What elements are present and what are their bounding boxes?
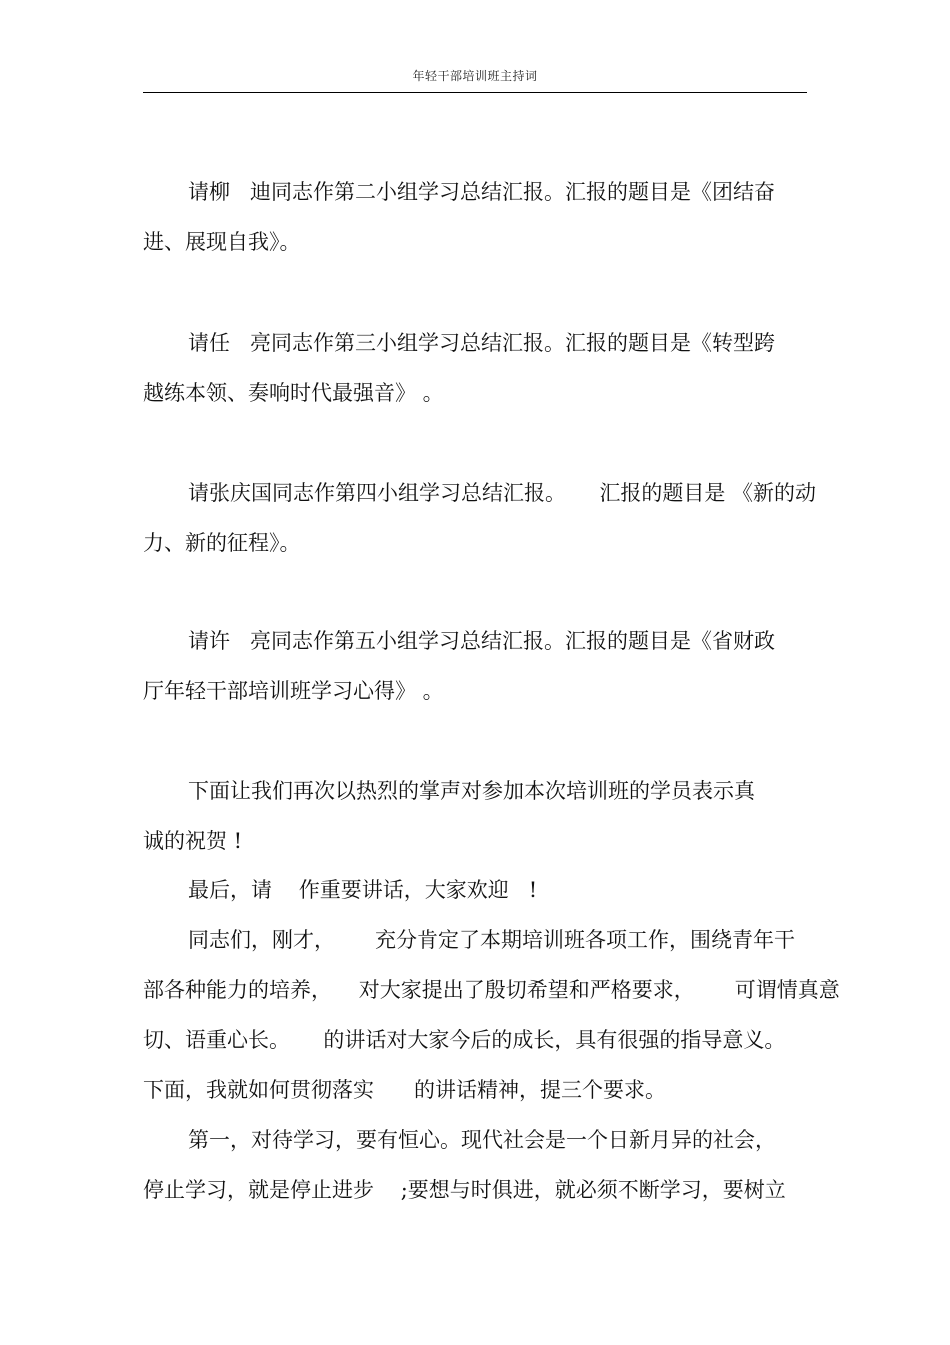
paragraph-line: 请柳 迪同志作第二小组学习总结汇报。汇报的题目是《团结奋 [188, 180, 776, 204]
paragraph-line: 力、新的征程》。 [143, 531, 301, 555]
page-header-title: 年轻干部培训班主持词 [412, 69, 538, 83]
paragraph-line: 同志们，刚才， 充分肯定了本期培训班各项工作，围绕青年干 [188, 928, 796, 952]
paragraph-line: 部各种能力的培养， 对大家提出了殷切希望和严格要求， 可谓情真意 [143, 978, 840, 1002]
paragraph-line: 厅年轻干部培训班学习心得》 。 [143, 679, 444, 703]
header-divider [143, 92, 807, 93]
paragraph-line: 最后，请 作重要讲话，大家欢迎 ! [188, 878, 538, 902]
paragraph-line: 切、语重心长。 的讲话对大家今后的成长，具有很强的指导意义。 [143, 1028, 786, 1052]
paragraph-line: 请许 亮同志作第五小组学习总结汇报。汇报的题目是《省财政 [188, 629, 776, 653]
paragraph-line: 请任 亮同志作第三小组学习总结汇报。汇报的题目是《转型跨 [188, 331, 776, 355]
paragraph-line: 下面让我们再次以热烈的掌声对参加本次培训班的学员表示真 [188, 779, 755, 803]
paragraph-line: 进、展现自我》。 [143, 230, 301, 254]
paragraph-line: 第一，对待学习，要有恒心。现代社会是一个日新月异的社会， [188, 1128, 776, 1152]
paragraph-line: 诚的祝贺 ! [143, 829, 243, 853]
paragraph-line: 请张庆国同志作第四小组学习总结汇报。 汇报的题目是 《新的动 [188, 481, 817, 505]
paragraph-line: 越练本领、奏响时代最强音》 。 [143, 381, 444, 405]
paragraph-line: 下面，我就如何贯彻落实 的讲话精神，提三个要求。 [143, 1078, 667, 1102]
paragraph-line: 停止学习，就是停止进步 ;要想与时俱进，就必须不断学习，要树立 [143, 1178, 786, 1202]
